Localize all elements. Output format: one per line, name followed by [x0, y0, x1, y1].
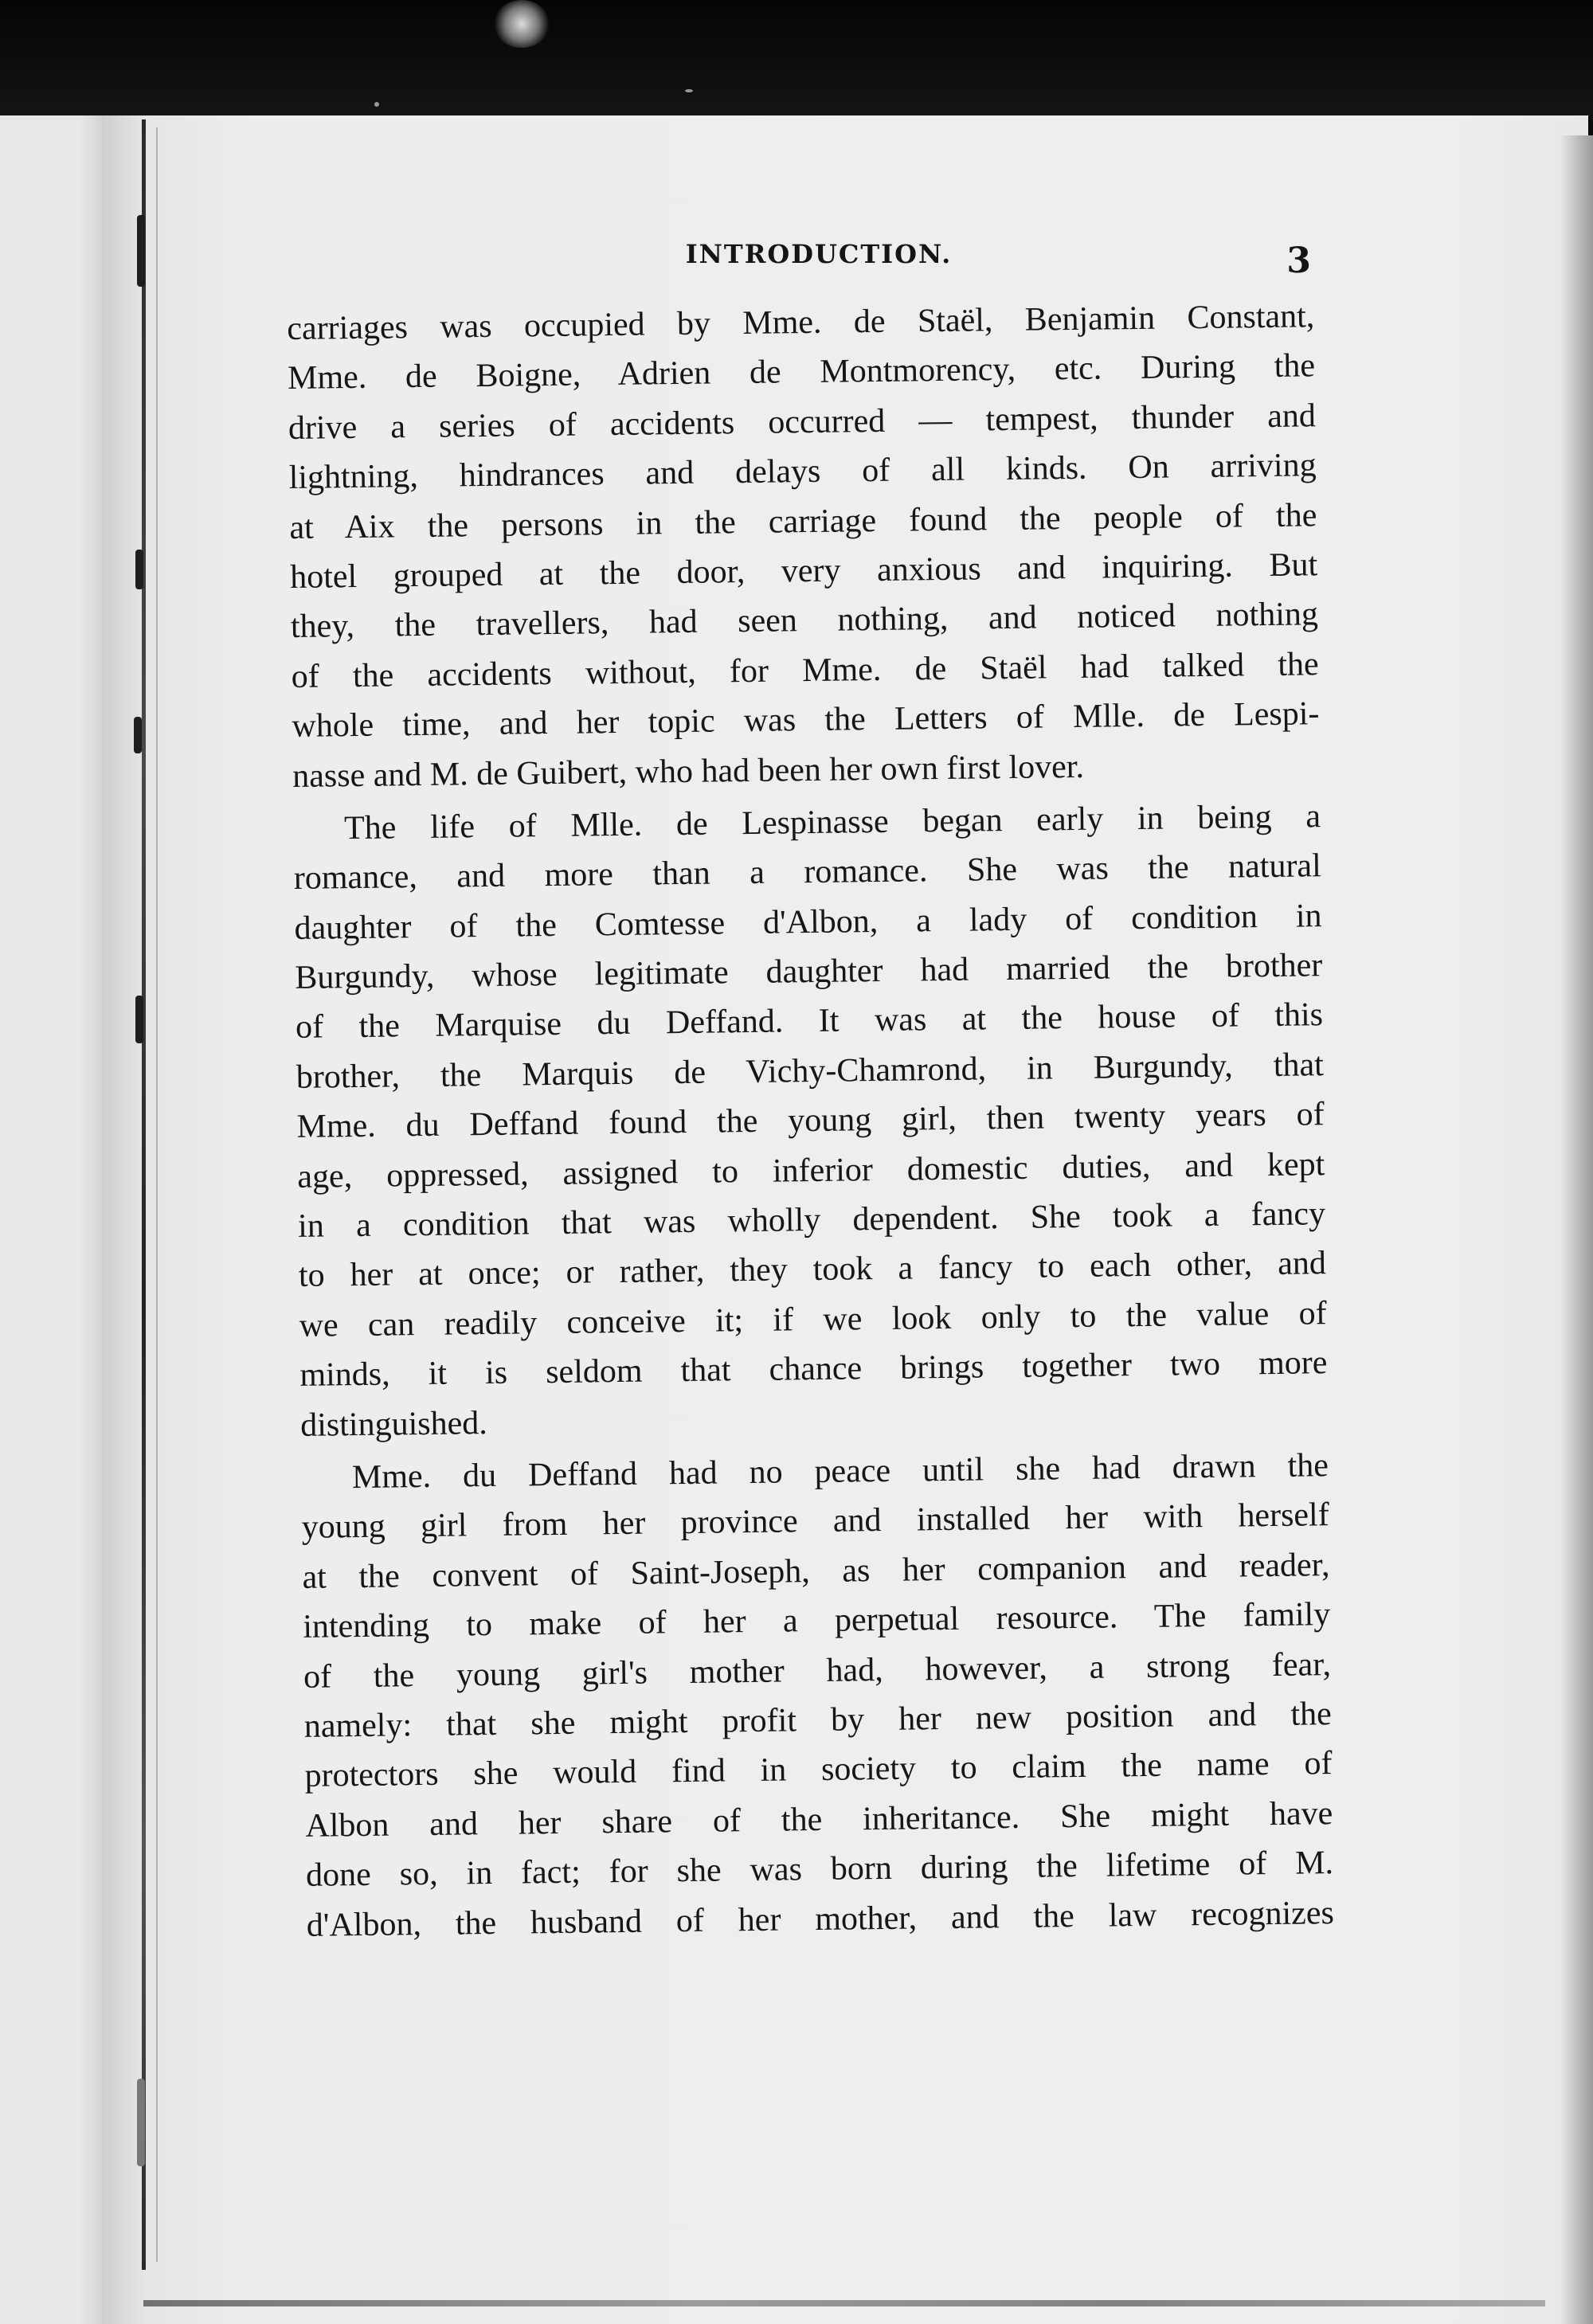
text-line: intending to make of her a perpetual resource. The family	[303, 1596, 1331, 1646]
text-line: Albon and her share of the inheritance. She might have	[305, 1794, 1333, 1845]
text-line: done so, in fact; for she was born during the lifetime of M.	[305, 1845, 1334, 1894]
text-line: of the young girl's mother had, however, a strong fear,	[303, 1645, 1332, 1696]
text-line: to her at once; or rather, they took a fancy to each other, and	[298, 1245, 1327, 1295]
text-line: distinguished.	[299, 1404, 487, 1444]
binding-mark	[137, 215, 145, 287]
binding-mark	[137, 2079, 145, 2166]
scan-speck	[374, 102, 379, 107]
text-line: lightning, hindrances and delays of all kinds. On arriving	[288, 447, 1317, 497]
page-edge-shadow	[1561, 135, 1593, 2324]
book-gutter-edge	[156, 127, 158, 2262]
text-line: at the convent of Saint-Joseph, as her companion and reader,	[302, 1546, 1330, 1596]
scan-speck	[685, 89, 693, 92]
text-line: Mme. du Deffand had no peace until she had drawn the	[351, 1447, 1329, 1497]
text-line: brother, the Marquis de Vichy-Chamrond, in Burgundy, that	[296, 1047, 1325, 1096]
text-line: Mme. du Deffand found the young girl, then twenty years of	[296, 1096, 1325, 1146]
text-line: hotel grouped at the door, very anxious and inquiring. But	[289, 546, 1318, 596]
text-line: of the accidents without, for Mme. de Staël had talked the	[291, 645, 1319, 695]
text-line: age, oppressed, assigned to inferior domestic duties, and kept	[297, 1145, 1325, 1195]
body-text	[287, 291, 1334, 1950]
text-line: minds, it is seldom that chance brings together two more	[299, 1344, 1328, 1395]
text-line: The life of Mlle. de Lespinasse began early in being a	[343, 798, 1321, 847]
binding-mark	[135, 996, 143, 1043]
binding-mark	[134, 717, 142, 753]
text-line: protectors she would find in society to claim the name of	[304, 1745, 1333, 1795]
text-line: they, the travellers, had seen nothing, and noticed nothing	[290, 596, 1319, 646]
book-gutter	[142, 119, 146, 2270]
text-line: of the Marquise du Deffand. It was at the house of this	[295, 996, 1324, 1047]
facing-page-margin	[0, 115, 102, 2324]
text-line: in a condition that was wholly dependent. She took a fancy	[297, 1195, 1326, 1245]
text-line: young girl from her province and installed her with herself	[301, 1497, 1329, 1547]
text-line: romance, and more than a romance. She was the natural	[293, 847, 1321, 898]
text-line: carriages was occupied by Mme. de Staël, Benjamin Constant,	[287, 298, 1315, 347]
scan-dark-border	[0, 0, 1593, 119]
page-number: 3	[1286, 241, 1311, 281]
text-line: nasse and M. de Guibert, who had been her own first lover.	[292, 748, 1085, 795]
paragraph	[293, 792, 1329, 1450]
text-line: drive a series of accidents occurred — tempest, thunder and	[288, 397, 1317, 447]
scan-light-flare	[494, 0, 550, 48]
text-line: Burgundy, whose legitimate daughter had married the brother	[295, 947, 1323, 997]
text-line: Mme. de Boigne, Adrien de Montmorency, etc. During the	[287, 347, 1316, 397]
text-line: daughter of the Comtesse d'Albon, a lady of condition in	[294, 897, 1322, 947]
running-head-title: INTRODUCTION.	[685, 239, 953, 269]
binding-mark	[135, 550, 143, 589]
text-line: whole time, and her topic was the Letters of Mlle. de Lespi-	[292, 695, 1320, 745]
text-line: d'Albon, the husband of her mother, and the law recognizes	[306, 1894, 1335, 1944]
page-bottom-edge	[143, 2300, 1545, 2306]
paragraph	[301, 1441, 1335, 1950]
text-line: at Aix the persons in the carriage found the people of the	[289, 496, 1317, 546]
text-line: namely: that she might profit by her new position and the	[303, 1696, 1333, 1745]
paragraph	[287, 291, 1321, 801]
text-line: we can readily conceive it; if we look only to the value of	[299, 1294, 1327, 1344]
